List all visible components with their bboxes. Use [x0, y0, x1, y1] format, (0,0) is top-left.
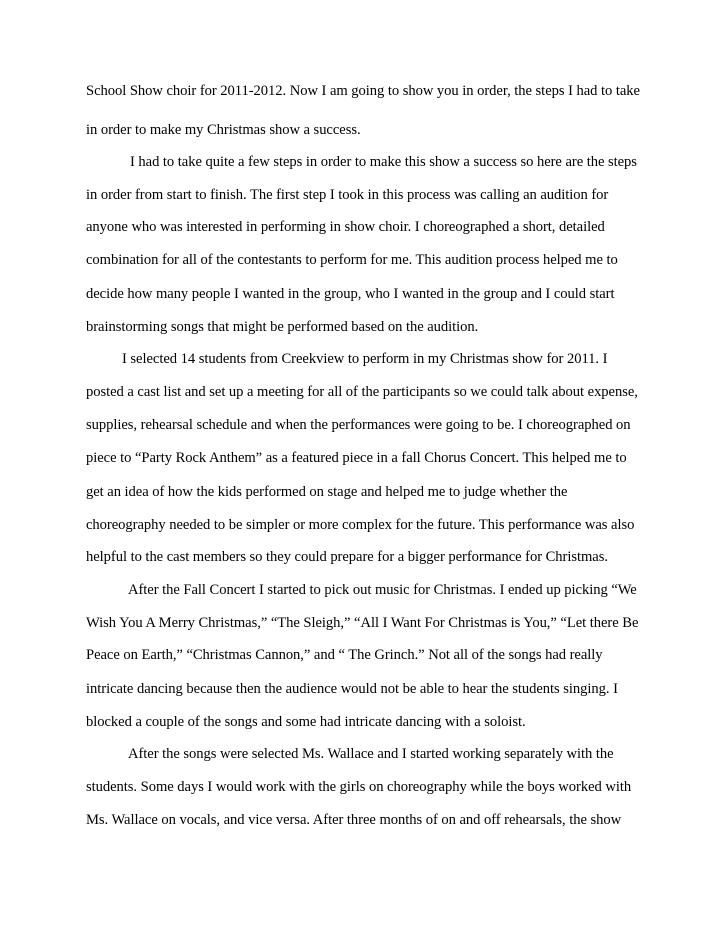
text-line: piece to “Party Rock Anthem” as a featured piece in a fall Chorus Concert. This helped me to	[86, 450, 627, 466]
text-line: brainstorming songs that might be performed based on the audition.	[86, 319, 479, 335]
text-line: Peace on Earth,” “Christmas Cannon,” and “ The Grinch.” Not all of the songs had really	[86, 647, 603, 663]
text-line: I selected 14 students from Creekview to perform in my Christmas show for 2011. I	[122, 351, 608, 367]
text-line: intricate dancing because then the audience would not be able to hear the students singing. I	[86, 681, 618, 697]
text-line: supplies, rehearsal schedule and when the performances were going to be. I choreographed on	[86, 417, 631, 433]
text-line: Ms. Wallace on vocals, and vice versa. After three months of on and off rehearsals, the show	[86, 812, 622, 828]
text-line: in order from start to finish. The first step I took in this process was calling an audition for	[86, 187, 609, 203]
text-line: helpful to the cast members so they could prepare for a bigger performance for Christmas.	[86, 549, 608, 565]
text-line: posted a cast list and set up a meeting for all of the participants so we could talk about expense,	[86, 384, 638, 400]
text-line: combination for all of the contestants to perform for me. This audition process helped me to	[86, 252, 618, 268]
text-line: students. Some days I would work with the girls on choreography while the boys worked with	[86, 779, 632, 795]
text-line: choreography needed to be simpler or more complex for the future. This performance was also	[86, 517, 635, 533]
text-line: decide how many people I wanted in the group, who I wanted in the group and I could start	[86, 286, 615, 302]
text-line: blocked a couple of the songs and some had intricate dancing with a soloist.	[86, 714, 526, 730]
text-line: I had to take quite a few steps in order to make this show a success so here are the steps	[130, 154, 637, 170]
text-line: After the songs were selected Ms. Wallace and I started working separately with the	[128, 746, 614, 762]
text-line: School Show choir for 2011-2012. Now I am going to show you in order, the steps I had to take	[86, 83, 640, 99]
text-line: anyone who was interested in performing in show choir. I choreographed a short, detailed	[86, 219, 605, 235]
text-line: Wish You A Merry Christmas,” “The Sleigh,” “All I Want For Christmas is You,” “Let there Be	[86, 615, 639, 631]
text-line: After the Fall Concert I started to pick out music for Christmas. I ended up picking “We	[128, 582, 637, 598]
text-line: get an idea of how the kids performed on stage and helped me to judge whether the	[86, 484, 568, 500]
text-line: in order to make my Christmas show a success.	[86, 122, 361, 138]
